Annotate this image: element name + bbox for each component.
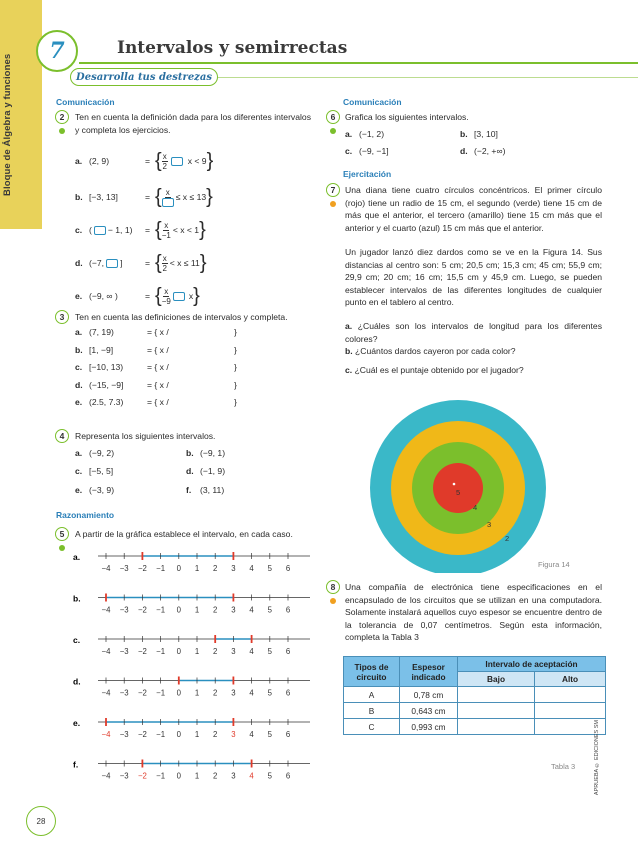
set-builder-text: = { x /: [147, 397, 169, 407]
item-letter: d.: [75, 257, 83, 268]
question-text: ¿Cuál es el puntaje obtenido por el jugador?: [354, 365, 524, 375]
item-letter: c.: [75, 224, 83, 235]
interval-text: (−1, 2): [359, 129, 385, 139]
tick-label: 3: [231, 771, 236, 780]
open-brace: {: [155, 285, 162, 307]
interval-item: [186, 448, 225, 458]
fraction-denominator: 2: [162, 264, 167, 273]
table-caption: Tabla 3: [551, 762, 576, 771]
tolerance-table: [343, 656, 606, 735]
item-letter: a.: [345, 129, 353, 139]
close-brace: }: [199, 219, 206, 241]
exercise-text: Un jugador lanzó diez dardos como se ve en la Figura 14. Sus distancias al centro son: 5 cm; 20,5 cm; 15,3 cm; 45 cm; 55,9 cm; 29,9 cm; 20 cm; 16 cm; 15,5 cm y 45,9 cm. Luego, se pueden establecer intervalos de las diferentes longitudes de cualquier punto en el tablero al centro.: [345, 247, 602, 307]
line-letter: e.: [73, 718, 81, 728]
tick-label: −2: [137, 647, 147, 656]
col-header-thickness: Espesor indicado: [400, 657, 458, 687]
answer-box[interactable]: [106, 259, 118, 268]
equals-sign: =: [145, 155, 151, 166]
level-dot: [59, 128, 65, 134]
tick-label: −3: [119, 605, 129, 615]
exercise-text: Una diana tiene cuatro círculos concéntricos. El primer círculo (rojo) tiene un radio de 15 cm, el segundo (verde) tiene 15 cm de más que el anterior, el tercero (amarillo) tiene 15 cm más que el anterior y el cuarto (azul) 15 cm más que el anterior.: [345, 185, 602, 233]
fraction-numerator: x: [164, 221, 169, 230]
fraction-denominator: −9: [161, 297, 171, 306]
item-letter: d.: [186, 466, 194, 476]
level-dot: [330, 201, 336, 207]
tick-label: 6: [285, 771, 291, 780]
line-letter: f.: [73, 759, 79, 770]
line-letter: c.: [73, 635, 81, 645]
cell-low[interactable]: [458, 719, 535, 735]
section-heading-comunicacion: Comunicación: [56, 97, 115, 107]
item-letter: c.: [345, 146, 353, 156]
fraction-denominator: 2: [162, 162, 167, 171]
section-heading-comunicacion: Comunicación: [343, 97, 402, 107]
tick-label: 3: [231, 647, 236, 656]
tick-label: −3: [119, 771, 129, 780]
interval-item: [75, 448, 114, 458]
tick-label: 2: [213, 605, 218, 615]
tick-label: 3: [231, 564, 236, 573]
tick-label: 0: [176, 564, 181, 573]
exercise-number: 4: [55, 429, 69, 443]
tick-label: 1: [194, 771, 200, 780]
interval-text: [−10, 13): [89, 362, 124, 372]
interval-text: (−9, ∞ ): [89, 290, 118, 301]
set-builder-text: = { x /: [147, 362, 169, 372]
exercise-number: 7: [326, 183, 340, 197]
header-divider: [79, 62, 638, 64]
fraction: [162, 221, 171, 240]
item-letter: b.: [186, 448, 194, 458]
ring-score: 3: [487, 520, 492, 529]
item-letter: e.: [75, 397, 83, 407]
tick-label: −3: [119, 730, 129, 739]
item-letter: f.: [186, 485, 192, 495]
cell-thickness: 0,993 cm: [400, 719, 458, 735]
open-brace: {: [155, 186, 162, 208]
line-letter: a.: [73, 552, 81, 562]
interval-definition-row: [75, 285, 200, 308]
interval-definition-row: [75, 186, 213, 209]
exercise-number: 6: [326, 110, 340, 124]
question-b: [345, 345, 602, 358]
cell-low[interactable]: [458, 703, 535, 719]
table-row: [344, 703, 606, 719]
exercise-text: Ten en cuenta las definiciones de intervalos y completa.: [75, 312, 288, 322]
exercise-text: Grafica los siguientes intervalos.: [345, 112, 469, 122]
item-letter: a.: [75, 448, 83, 458]
inequality-text: < x ≤ 11: [169, 257, 200, 268]
tick-label: 2: [213, 688, 218, 698]
interval-item: [75, 485, 114, 495]
tick-label: 2: [213, 647, 218, 656]
fraction: [162, 287, 171, 306]
question-c: [345, 364, 602, 377]
exercise-text: Ten en cuenta la definición dada para los diferentes intervalos y completa los ejercicios.: [75, 112, 311, 135]
set-notation-row: [75, 380, 237, 390]
tick-label: −4: [101, 771, 111, 780]
item-letter: e.: [75, 290, 83, 301]
close-brace: }: [206, 186, 213, 208]
close-brace: }: [234, 327, 237, 337]
table-row: [344, 719, 606, 735]
answer-box[interactable]: [171, 157, 183, 166]
tick-label: 1: [194, 730, 200, 739]
interval-item: [460, 146, 505, 156]
close-brace: }: [193, 285, 200, 307]
set-notation-row: [75, 327, 237, 337]
col-header-low: Bajo: [458, 672, 535, 687]
interval-part: (: [89, 224, 92, 235]
figure-caption: Figura 14: [538, 560, 570, 569]
item-letter: b.: [460, 129, 468, 139]
item-letter: d.: [460, 146, 468, 156]
tick-label: 5: [267, 771, 272, 780]
set-notation-row: [75, 397, 237, 407]
tick-label: −1: [156, 605, 166, 615]
tick-label: 6: [285, 564, 291, 573]
tick-label: −4: [101, 605, 111, 615]
tick-label: −1: [156, 564, 166, 573]
tick-label: −3: [119, 647, 129, 656]
tick-label: 0: [176, 771, 181, 780]
tick-label: 2: [213, 564, 218, 573]
number-lines: [70, 548, 315, 780]
cell-type: B: [344, 703, 400, 719]
tick-label: 2: [213, 730, 218, 739]
interval-part: ]: [120, 257, 123, 268]
tick-label: −1: [156, 771, 166, 780]
item-letter: b.: [75, 191, 83, 202]
close-brace: }: [206, 150, 214, 172]
interval-part: (−7,: [89, 257, 105, 268]
tick-label: −4: [101, 730, 111, 739]
tick-label: 6: [285, 688, 291, 698]
tick-label: 2: [213, 771, 218, 780]
tick-label: −4: [101, 647, 111, 656]
level-dot: [330, 128, 336, 134]
close-brace: }: [199, 252, 207, 274]
dart-dot: [453, 483, 456, 486]
interval-definition-row: [75, 150, 213, 173]
set-builder-text: = { x /: [147, 379, 169, 390]
answer-box[interactable]: [173, 292, 185, 301]
tick-label: 6: [285, 647, 291, 656]
ring-score: 2: [505, 534, 510, 543]
banner-divider: [218, 77, 638, 78]
interval-text: (−3, 9): [89, 485, 115, 495]
tick-label: −2: [137, 605, 147, 615]
interval-text: (−1, 9): [200, 466, 226, 476]
item-letter: b.: [75, 344, 83, 355]
fraction-numerator: x: [162, 254, 167, 263]
exercise-number: 5: [55, 527, 69, 541]
question-text: ¿Cuántos dardos cayeron por cada color?: [355, 346, 516, 356]
fraction-numerator: x: [162, 152, 167, 161]
cell-high[interactable]: [535, 703, 606, 719]
fraction-numerator: x: [164, 287, 169, 296]
interval-text: (−9, −1]: [359, 146, 389, 156]
tick-label: 1: [194, 647, 200, 656]
line-letter: b.: [73, 593, 81, 604]
tick-label: 3: [231, 605, 236, 615]
interval-item: [345, 146, 389, 156]
open-brace: {: [155, 252, 162, 274]
tick-label: 6: [285, 605, 291, 615]
interval-text: (2.5, 7.3): [89, 397, 124, 407]
section-banner: Desarrolla tus destrezas: [70, 68, 218, 86]
close-brace: }: [234, 379, 237, 390]
tick-label: −2: [137, 771, 147, 780]
close-brace: }: [234, 362, 237, 372]
page-title: Intervalos y semirrectas: [117, 38, 348, 58]
interval-item: [186, 485, 224, 495]
inequality-text: x < 9: [187, 155, 207, 166]
col-header-interval: Intervalo de aceptación: [458, 657, 606, 672]
interval-text: [89, 225, 145, 235]
cell-low[interactable]: [458, 687, 535, 703]
close-brace: }: [234, 344, 237, 355]
tick-label: 1: [194, 605, 200, 615]
tick-label: −1: [156, 647, 166, 656]
exercise-number: 2: [55, 110, 69, 124]
inequality-text: x: [188, 290, 194, 301]
tick-label: 5: [267, 688, 272, 698]
tick-label: 6: [285, 730, 291, 739]
interval-text: [−5, 5]: [89, 466, 114, 476]
interval-text: [3, 10]: [474, 129, 498, 139]
level-dot: [330, 598, 336, 604]
tick-label: 3: [231, 730, 236, 739]
interval-item: [75, 466, 113, 476]
tick-label: 0: [176, 688, 181, 698]
dartboard-figure: [368, 398, 568, 573]
interval-text: [−3, 13]: [89, 191, 118, 202]
tick-label: −3: [119, 564, 129, 573]
cell-thickness: 0,78 cm: [400, 687, 458, 703]
cell-type: A: [344, 687, 400, 703]
interval-text: (2, 9): [89, 155, 110, 166]
block-label: Bloque de Álgebra y funciones: [2, 53, 13, 196]
tick-label: −4: [101, 688, 111, 698]
page-number: 28: [26, 806, 56, 836]
inequality-text: < x < 1: [172, 224, 200, 235]
item-letter: a.: [75, 155, 83, 166]
equals-sign: =: [145, 257, 151, 268]
set-notation-row: [75, 345, 237, 355]
fraction-numerator: x: [165, 188, 170, 197]
tick-label: −4: [101, 564, 111, 573]
interval-text: (−2, +∞): [474, 146, 506, 156]
tick-label: 0: [176, 605, 181, 615]
tick-label: 0: [176, 730, 181, 739]
interval-text: [1, −9]: [89, 344, 114, 355]
exercise-text: A partir de la gráfica establece el intervalo, en cada caso.: [75, 529, 293, 539]
tick-label: 4: [249, 730, 254, 739]
item-letter: d.: [75, 379, 83, 390]
section-heading-razonamiento: Razonamiento: [56, 510, 115, 520]
tick-label: −3: [119, 688, 129, 698]
open-brace: {: [155, 150, 162, 172]
question-text: ¿Cuáles son los intervalos de longitud para los diferentes colores?: [345, 321, 602, 344]
item-letter: c.: [75, 362, 83, 372]
fraction: [162, 152, 168, 171]
tick-label: −2: [137, 688, 147, 698]
exercise-text: Representa los siguientes intervalos.: [75, 431, 216, 441]
level-dot: [59, 545, 65, 551]
set-notation-row: [75, 362, 237, 372]
interval-item: [460, 129, 498, 139]
equals-sign: =: [145, 290, 151, 301]
item-letter: c.: [75, 466, 83, 476]
close-brace: }: [234, 397, 237, 407]
interval-text: (3, 11): [200, 485, 225, 495]
tick-label: 1: [194, 564, 200, 573]
answer-box[interactable]: [94, 226, 106, 235]
open-brace: {: [155, 219, 162, 241]
cell-high[interactable]: [535, 687, 606, 703]
exercise-number: 8: [326, 580, 340, 594]
equals-sign: =: [145, 191, 151, 202]
interval-item: [345, 129, 384, 139]
item-letter: e.: [75, 485, 83, 495]
tick-label: −1: [156, 730, 166, 739]
tick-label: 3: [231, 688, 236, 698]
fraction: [162, 254, 168, 273]
fraction: [162, 188, 174, 207]
tick-label: 5: [267, 647, 272, 656]
tick-label: −2: [137, 730, 147, 739]
tick-label: 0: [176, 647, 181, 656]
col-header-type: Tipos de circuito: [344, 657, 400, 687]
exercise-number: 3: [55, 310, 69, 324]
question-letter: b.: [345, 346, 353, 356]
equals-sign: =: [145, 224, 151, 235]
tick-label: 4: [249, 564, 254, 573]
interval-part: − 1, 1): [107, 224, 133, 235]
tick-label: 5: [267, 605, 272, 615]
item-letter: a.: [75, 327, 83, 337]
interval-text: (7, 19): [89, 327, 114, 337]
question-letter: a.: [345, 321, 353, 331]
tick-label: −1: [156, 688, 166, 698]
fraction-denominator: −1: [161, 231, 171, 240]
set-builder-text: = { x /: [147, 327, 169, 337]
unit-number: 7: [36, 30, 78, 72]
tick-label: 4: [249, 647, 254, 656]
set-builder-text: = { x /: [147, 344, 169, 355]
tick-label: 1: [194, 688, 200, 698]
exercise-text: Una compañía de electrónica tiene especificaciones en el encapsulado de los circuitos que se utilizan en una computadora. Solamente instalará aquellos cuyo espesor se encuentre dentro de la tolerancia de 0,07 centímetros. Según esta información, completa la Tabla 3: [345, 582, 602, 642]
tick-label: −2: [137, 564, 147, 573]
ring-score: 5: [456, 488, 461, 497]
inequality-text: ≤ x ≤ 13: [175, 191, 207, 202]
answer-box[interactable]: [162, 198, 174, 207]
tick-label: 5: [267, 564, 272, 573]
cell-type: C: [344, 719, 400, 735]
table-row: [344, 687, 606, 703]
tick-label: 5: [267, 730, 272, 739]
interval-definition-row: [75, 219, 206, 242]
tick-label: 4: [249, 605, 254, 615]
tick-label: 4: [249, 688, 254, 698]
line-letter: d.: [73, 676, 81, 687]
question-a: [345, 320, 602, 345]
interval-definition-row: [75, 252, 207, 275]
ring-score: 4: [473, 503, 478, 512]
interval-text: [89, 258, 145, 268]
publisher-credit: APRUEBA © EDICIONES SM: [594, 720, 600, 796]
tick-label: 4: [249, 771, 254, 780]
section-heading-ejercitacion: Ejercitación: [343, 169, 392, 179]
interval-text: (−15, −9]: [89, 379, 124, 390]
question-letter: c.: [345, 365, 353, 375]
interval-item: [186, 466, 225, 476]
cell-thickness: 0,643 cm: [400, 703, 458, 719]
interval-text: (−9, 2): [89, 448, 115, 458]
interval-text: (−9, 1): [200, 448, 226, 458]
col-header-high: Alto: [535, 672, 606, 687]
